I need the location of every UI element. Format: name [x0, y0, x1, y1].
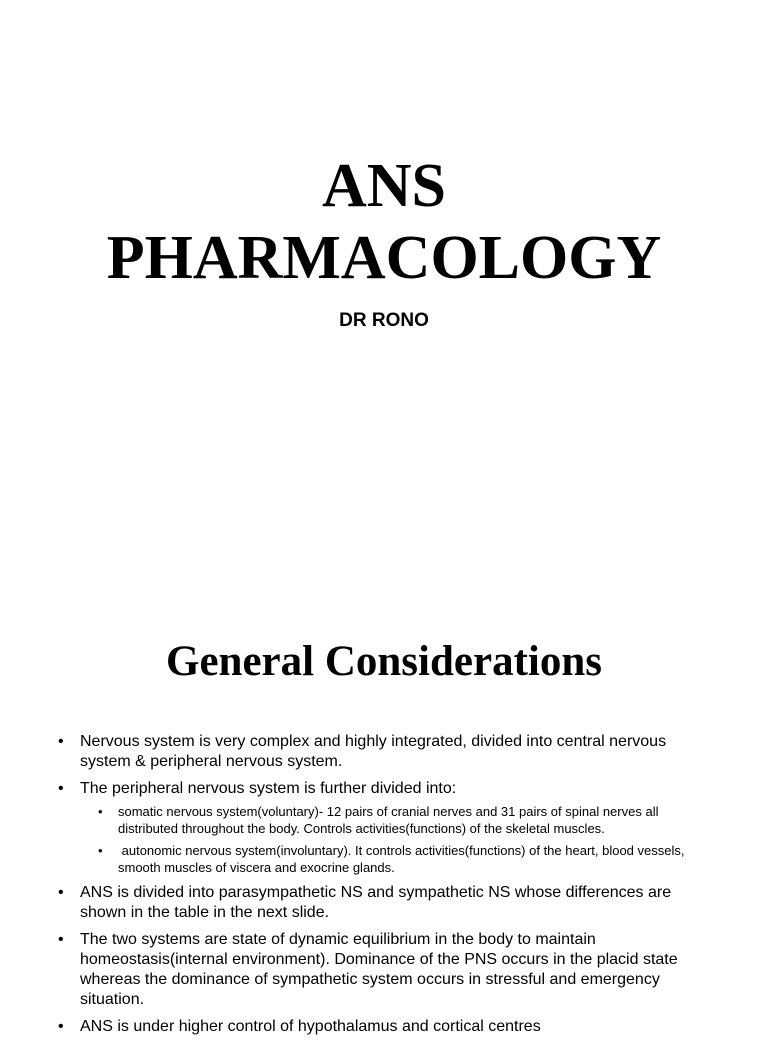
sub-bullet-list [80, 803, 718, 876]
content-slide [0, 576, 768, 1035]
bullet-item [58, 930, 718, 1010]
bullet-text: ANS is under higher control of hypothalamus and cortical centres [80, 1018, 541, 1035]
title-line-1: ANS [321, 152, 447, 220]
sub-bullet-text: autonomic nervous system(involuntary). It controls activities(functions) of the heart, blood vessels, smooth muscles of viscera and exocrine glands. [118, 843, 689, 875]
bullet-list [58, 732, 718, 1044]
bullet-text: ANS is divided into parasympathetic NS and sympathetic NS whose differences are shown in the table in the next slide. [80, 884, 672, 921]
bullet-item [58, 883, 718, 923]
title-line-2: PHARMACOLOGY [106, 224, 662, 292]
bullet-text: The two systems are state of dynamic equilibrium in the body to maintain homeostasis(internal environment). Dominance of the PNS occurs in the placid state whereas the dominance of sympathetic system occurs in stressful and emergency situation. [80, 931, 678, 1008]
bullet-item [58, 1017, 718, 1037]
sub-bullet-item [80, 803, 718, 837]
bullet-text: Nervous system is very complex and highly integrated, divided into central nervous system & peripheral nervous system. [80, 733, 667, 770]
author-name: DR RONO [339, 310, 429, 331]
bullet-item [58, 779, 718, 876]
sub-bullet-item [80, 842, 718, 876]
presentation-title [0, 150, 768, 294]
slide-heading: General Considerations [166, 638, 602, 685]
bullet-item [58, 732, 718, 772]
sub-bullet-text: somatic nervous system(voluntary)- 12 pairs of cranial nerves and 31 pairs of spinal nerves all distributed throughout the body. Controls activities(functions) of the skeletal muscles. [118, 804, 659, 836]
bullet-text: The peripheral nervous system is further divided into: [80, 780, 457, 797]
